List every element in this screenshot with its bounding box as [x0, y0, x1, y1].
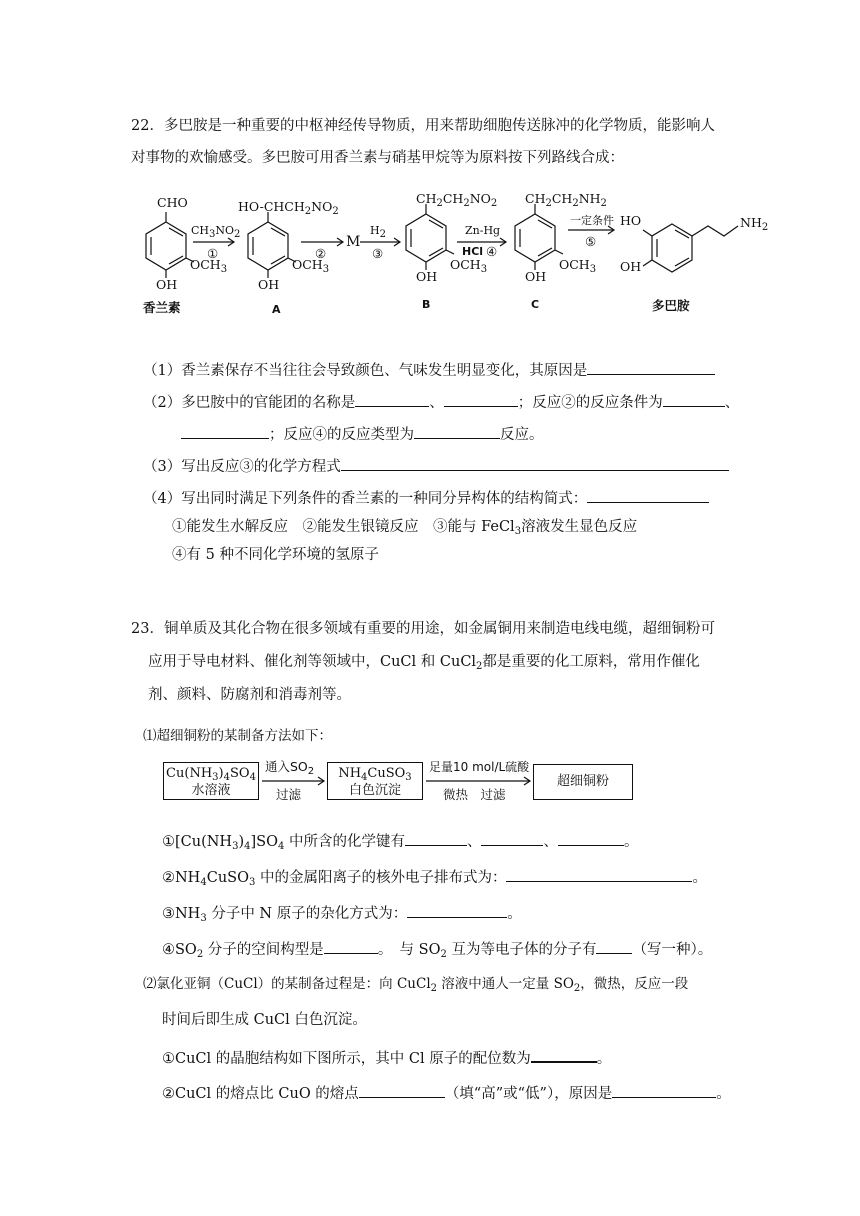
- synthesis-scheme: [0, 190, 860, 320]
- dopamine-nh2: $NH_2$: [740, 215, 769, 233]
- reagent-ch3no2: $CH_3NO_2$: [191, 224, 241, 240]
- answer-blank[interactable]: [414, 423, 500, 439]
- flow-arrow1-top: 通入$SO_2$: [265, 759, 315, 777]
- flow-arrow1-bottom: 过滤: [276, 787, 302, 802]
- vanillin-ring: [146, 222, 186, 270]
- answer-blank[interactable]: [587, 487, 709, 503]
- compound-a-och3: $OCH_3$: [292, 257, 330, 275]
- flow-arrow2-top: 足量10 mol/L硫酸: [429, 760, 530, 774]
- compound-c-och3: $OCH_3$: [559, 257, 597, 275]
- answer-blank[interactable]: [359, 1082, 445, 1098]
- compound-b-top: $CH_2CH_2NO_2$: [416, 191, 498, 209]
- step3-label: ③: [372, 246, 384, 261]
- q23-r1: ①CuCl 的晶胞结构如下图所示，其中 Cl 原子的配位数为 。: [162, 1046, 611, 1069]
- flow-arrow1: [262, 776, 328, 786]
- q22-part2-cont: ；反应④的反应类型为 反应。: [181, 423, 544, 445]
- q23-r2: ②CuCl 的熔点比 CuO 的熔点 （填“高”或“低”），原因是 。: [162, 1082, 731, 1104]
- vanillin-oh: OH: [156, 277, 178, 292]
- dopamine-oh: OH: [620, 259, 642, 274]
- q22-part1: （1）香兰素保存不当往往会导致颜色、气味发生明显变化，其原因是: [143, 359, 715, 381]
- label-c: C: [531, 298, 540, 311]
- answer-blank[interactable]: [324, 938, 378, 954]
- vanillin-och3: $OCH_3$: [190, 257, 228, 275]
- answer-blank[interactable]: [341, 455, 729, 471]
- answer-blank[interactable]: [355, 391, 429, 407]
- q23-section2: ⑵氯化亚铜（CuCl）的某制备过程是：向 CuCl$_2$ 溶液中通人一定量 $SO_2$，微热，反应一段: [143, 976, 689, 994]
- label-vanillin: 香兰素: [143, 300, 181, 315]
- q23-section2-cont: 时间后即生成 CuCl 白色沉淀。: [162, 1012, 367, 1028]
- answer-blank[interactable]: [506, 866, 692, 882]
- step2-label: ②: [315, 246, 327, 261]
- flow-box-reactant: $Cu(NH_3)_4SO_4$ 水溶液: [163, 762, 259, 800]
- label-dopamine: 多巴胺: [652, 298, 690, 313]
- step5-label: ⑤: [585, 234, 597, 249]
- q23-intro-line1: 23．铜单质及其化合物在很多领域有重要的用途，如金属铜用来制造电线电缆，超细铜粉可: [131, 621, 715, 637]
- answer-blank[interactable]: [596, 938, 632, 954]
- q22-conditions-2: ④有 5 种不同化学环境的氢原子: [172, 547, 379, 563]
- answer-blank[interactable]: [407, 902, 507, 918]
- q23-section1: ⑴超细铜粉的某制备方法如下：: [143, 728, 332, 744]
- compound-c-top: $CH_2CH_2NH_2$: [525, 191, 607, 209]
- answer-blank[interactable]: [663, 391, 725, 407]
- reagent-hcl: HCl: [462, 245, 484, 258]
- q23-intro-line3: 剂、颜料、防腐剂和消毒剂等。: [148, 687, 351, 703]
- step4-label: ④: [486, 244, 498, 259]
- compound-a-oh: OH: [258, 277, 280, 292]
- reagent-h2: $H_2$: [370, 224, 386, 240]
- q22-part3: （3）写出反应③的化学方程式: [143, 455, 729, 477]
- reagent-condition: 一定条件: [570, 214, 614, 227]
- flow-box-product: 超细铜粉: [533, 764, 633, 800]
- answer-blank[interactable]: [612, 1082, 716, 1098]
- label-a: A: [272, 303, 281, 316]
- step1-label: ①: [207, 246, 219, 261]
- reagent-zn-hg: Zn-Hg: [465, 224, 501, 237]
- compound-c-ring: [515, 214, 555, 262]
- q22-intro-line2: 对事物的欢愉感受。多巴胺可用香兰素与硝基甲烷等为原料按下列路线合成：: [131, 150, 624, 166]
- q22-part2: （2）多巴胺中的官能团的名称是 、 ；反应②的反应条件为 、: [143, 391, 739, 413]
- q22-part4: （4）写出同时满足下列条件的香兰素的一种同分异构体的结构简式：: [143, 487, 709, 509]
- compound-a-top: $HO-CHCH_2NO_2$: [238, 199, 339, 217]
- q23-q3: $③NH_3$ 分子中 N 原子的杂化方式为： 。: [162, 902, 522, 924]
- compound-a-ring: [248, 222, 288, 270]
- q23-q4: $④SO_2$ 分子的空间构型是 。 与 $SO_2$ 互为等电子体的分子有 （写一种）。: [162, 938, 712, 960]
- flow-box-precipitate: $NH_4CuSO_3$ 白色沉淀: [327, 762, 423, 800]
- answer-blank[interactable]: [444, 391, 518, 407]
- answer-blank[interactable]: [481, 830, 543, 846]
- compound-c-oh: OH: [525, 269, 547, 284]
- flow-arrow2-bottom: 微热 过滤: [443, 787, 506, 802]
- q23-intro-line2: 应用于导电材料、催化剂等领域中，CuCl 和 CuCl$_2$都是重要的化工原料，常用作催化: [148, 654, 700, 672]
- label-b: B: [422, 298, 431, 311]
- compound-b-oh: OH: [416, 269, 438, 284]
- vanillin-cho: CHO: [157, 195, 188, 210]
- answer-blank[interactable]: [587, 359, 715, 375]
- answer-blank[interactable]: [181, 423, 269, 439]
- q23-q1: $①[Cu(NH_3)_4]SO_4$ 中所含的化学键有 、 、 。: [162, 830, 638, 852]
- answer-blank[interactable]: [531, 1046, 597, 1063]
- flow-arrow2: [426, 776, 534, 786]
- answer-blank[interactable]: [558, 830, 624, 846]
- intermediate-m: M: [346, 234, 361, 250]
- compound-b-och3: $OCH_3$: [450, 257, 488, 275]
- q22-intro-line1: 22．多巴胺是一种重要的中枢神经传导物质，用来帮助细胞传送脉冲的化学物质，能影响人: [131, 118, 715, 134]
- dopamine-ring: [652, 224, 692, 272]
- q22-conditions-1: ①能发生水解反应 ②能发生银镜反应 ③能与 FeCl$_3$溶液发生显色反应: [172, 519, 638, 537]
- q23-q2: $②NH_4CuSO_3$ 中的金属阳离子的核外电子排布式为： 。: [162, 866, 707, 888]
- dopamine-ho: HO: [620, 213, 642, 228]
- answer-blank[interactable]: [405, 830, 467, 846]
- compound-b-ring: [406, 214, 446, 262]
